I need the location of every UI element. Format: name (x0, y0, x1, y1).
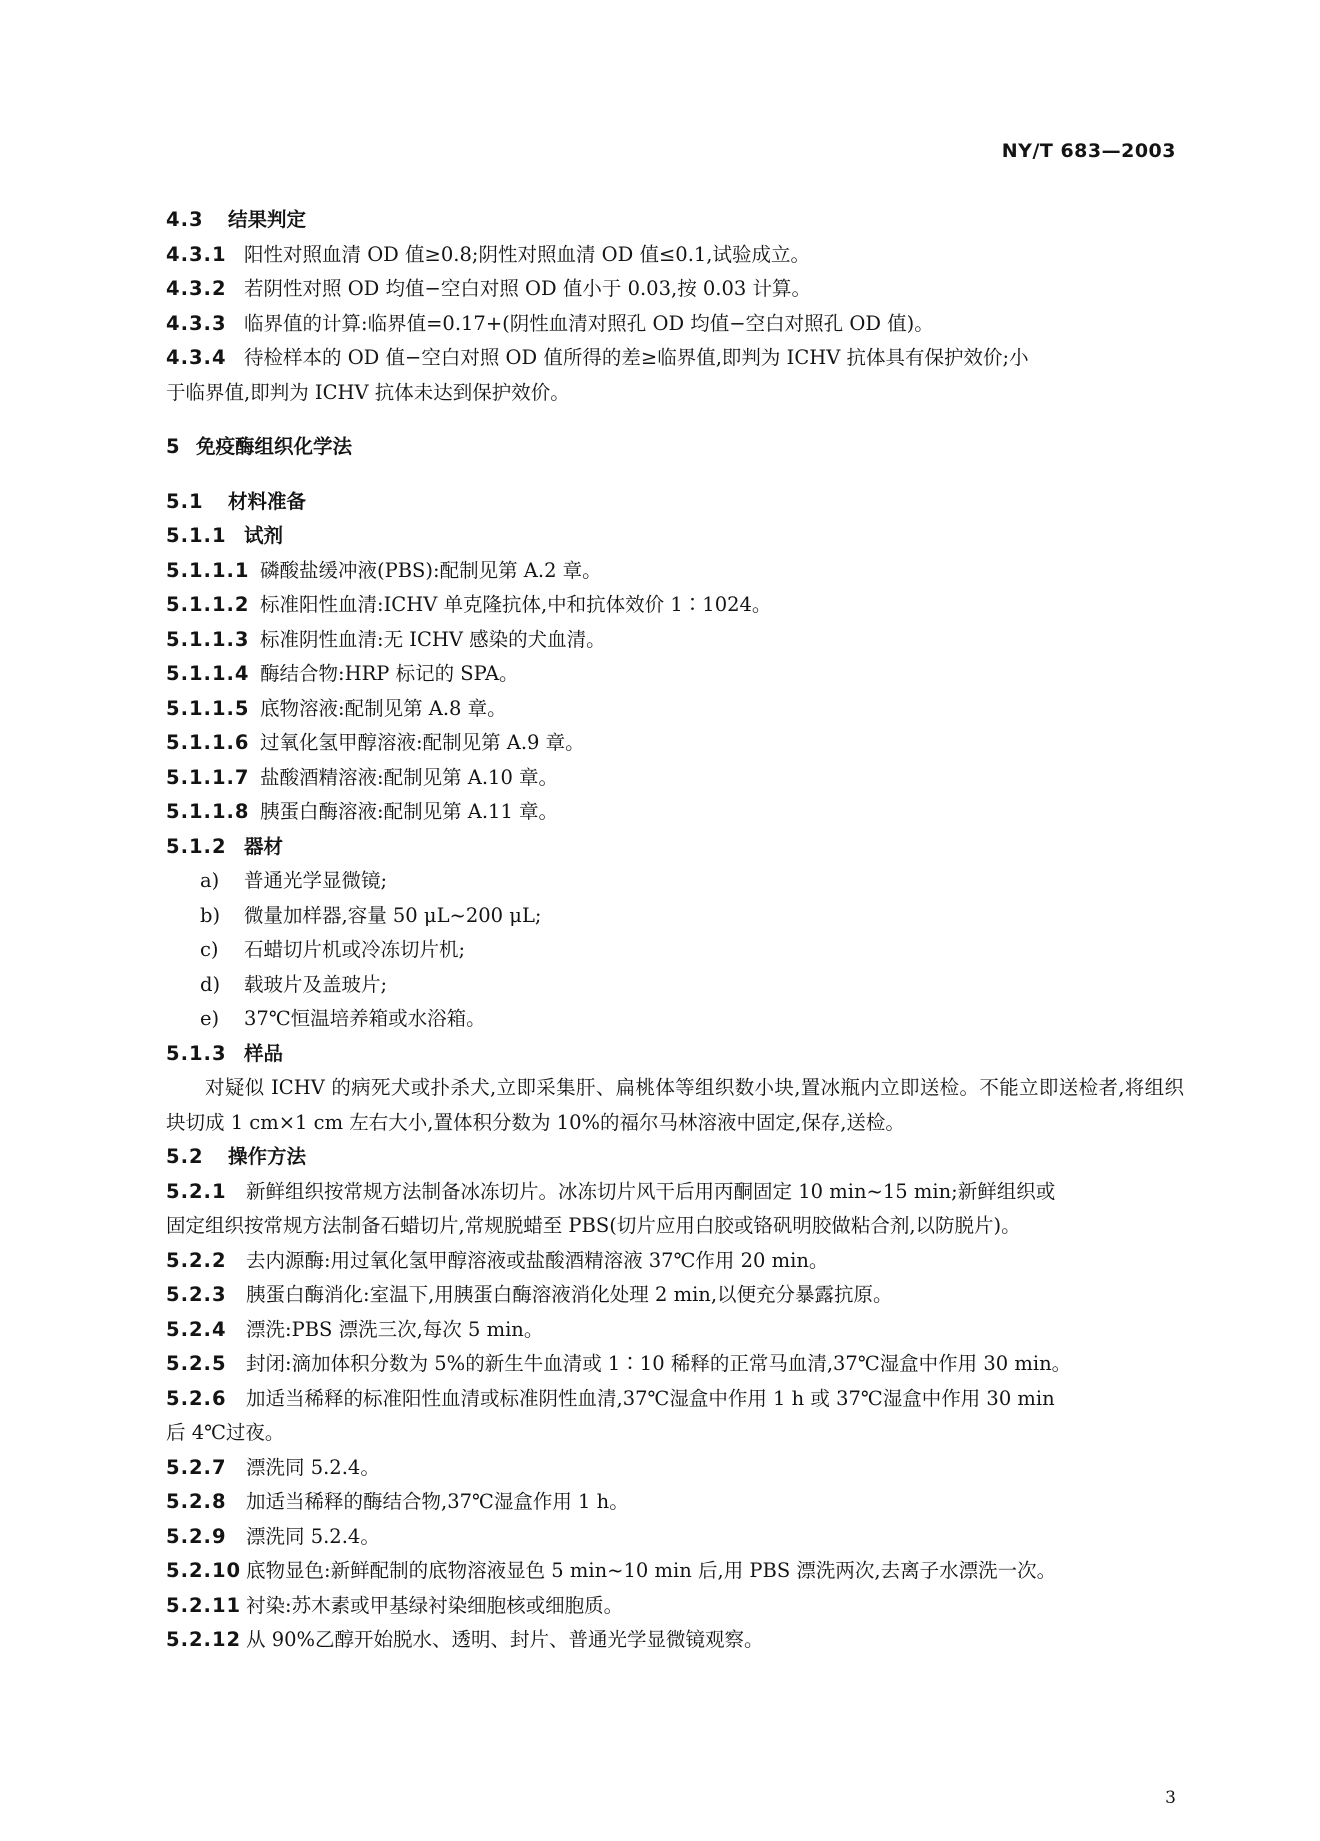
chapter-heading-5 (166, 430, 1184, 465)
clause-text: 阳性对照血清 OD 值≥0.8;阴性对照血清 OD 值≤0.1,试验成立。 (244, 242, 811, 266)
clause-text: 过氧化氢甲醇溶液:配制见第 A.9 章。 (260, 731, 585, 754)
clause-number: 5.1.1.1 (166, 558, 250, 582)
clause-number: 5.2.6 (166, 1386, 227, 1410)
clause-text: 磷酸盐缓冲液(PBS):配制见第 A.2 章。 (260, 558, 602, 582)
list-item-text: 37℃恒温培养箱或水浴箱。 (244, 1007, 486, 1030)
clause-text-continued: 后 4℃过夜。 (166, 1421, 285, 1444)
clause-5-1-1-8 (166, 795, 1184, 830)
section-number: 5.2 (166, 1145, 204, 1168)
clause-number: 5.2.4 (166, 1317, 227, 1341)
clause-text: 胰蛋白酶溶液:配制见第 A.11 章。 (260, 800, 559, 823)
clause-number: 4.3.2 (166, 277, 227, 300)
clause-text: 新鲜组织按常规方法制备冰冻切片。冰冻切片风干后用丙酮固定 10 min~15 min;新鲜组织或 (246, 1179, 1056, 1203)
clause-number: 4.3.3 (166, 311, 227, 335)
section-heading-5-2 (166, 1140, 1184, 1175)
list-marker: c) (200, 938, 219, 961)
clause-text: 标准阴性血清:无 ICHV 感染的犬血清。 (260, 627, 606, 651)
clause-5-1-1-5 (166, 692, 1184, 727)
clause-5-2-4 (166, 1313, 1184, 1348)
chapter-number: 5 (166, 435, 181, 458)
subsection-number: 5.1.1 (166, 524, 227, 547)
list-item-text: 普通光学显微镜; (244, 869, 388, 892)
list-item-d (166, 968, 1184, 1003)
sample-paragraph: 对疑似 ICHV 的病死犬或扑杀犬,立即采集肝、扁桃体等组织数小块,置冰瓶内立即送检。不能立即送检者,将组织块切成 1 cm×1 cm 左右大小,置体积分数为 10%的福尔马林溶液中固定,保存,送检。 (166, 1076, 1184, 1134)
list-item-text: 石蜡切片机或冷冻切片机; (244, 938, 466, 961)
clause-text: 标准阳性血清:ICHV 单克隆抗体,中和抗体效价 1∶1024。 (260, 593, 772, 616)
subsection-title: 试剂 (244, 524, 284, 547)
clause-5-2-3 (166, 1278, 1184, 1313)
clause-text: 待检样本的 OD 值−空白对照 OD 值所得的差≥临界值,即判为 ICHV 抗体具有保护效价;小 (244, 346, 1029, 369)
clause-text: 酶结合物:HRP 标记的 SPA。 (260, 662, 519, 685)
document-body (166, 203, 1184, 1658)
clause-text-continued: 于临界值,即判为 ICHV 抗体未达到保护效价。 (166, 380, 570, 404)
clause-number: 4.3.1 (166, 242, 227, 266)
clause-4-3-4-continued (166, 376, 1184, 411)
clause-number: 5.2.2 (166, 1248, 227, 1272)
clause-number: 5.2.8 (166, 1490, 227, 1513)
clause-5-2-1-continued (166, 1209, 1184, 1244)
clause-text: 胰蛋白酶消化:室温下,用胰蛋白酶溶液消化处理 2 min,以便充分暴露抗原。 (246, 1283, 893, 1306)
clause-text: 底物显色:新鲜配制的底物溶液显色 5 min~10 min 后,用 PBS 漂洗两次,去离子水漂洗一次。 (246, 1559, 1057, 1582)
clause-5-2-6 (166, 1382, 1184, 1417)
clause-number: 5.2.10 (166, 1559, 242, 1582)
clause-number: 4.3.4 (166, 346, 227, 369)
list-item-text: 微量加样器,容量 50 μL~200 μL; (244, 903, 542, 927)
clause-5-2-11 (166, 1589, 1184, 1624)
clause-number: 5.2.12 (166, 1628, 242, 1651)
clause-text: 盐酸酒精溶液:配制见第 A.10 章。 (260, 765, 559, 789)
clause-5-2-2 (166, 1244, 1184, 1279)
section-title: 操作方法 (228, 1145, 307, 1168)
clause-text: 从 90%乙醇开始脱水、透明、封片、普通光学显微镜观察。 (246, 1628, 764, 1651)
clause-text: 衬染:苏木素或甲基绿衬染细胞核或细胞质。 (246, 1593, 624, 1617)
section-heading-5-1 (166, 485, 1184, 520)
clause-5-1-1-4 (166, 657, 1184, 692)
clause-5-2-1 (166, 1175, 1184, 1210)
list-marker: d) (200, 972, 221, 996)
clause-5-2-12 (166, 1623, 1184, 1658)
clause-number: 5.2.9 (166, 1524, 227, 1548)
clause-number: 5.1.1.7 (166, 765, 250, 789)
list-item-c (166, 933, 1184, 968)
clause-5-2-8 (166, 1485, 1184, 1520)
clause-number: 5.2.7 (166, 1455, 227, 1479)
clause-text: 加适当稀释的酶结合物,37℃湿盒作用 1 h。 (246, 1490, 629, 1513)
clause-number: 5.1.1.2 (166, 593, 250, 616)
list-marker: e) (200, 1007, 220, 1030)
subsection-heading-5-1-2 (166, 830, 1184, 865)
clause-number: 5.1.1.8 (166, 800, 250, 823)
clause-5-2-6-continued (166, 1416, 1184, 1451)
clause-text: 若阴性对照 OD 均值−空白对照 OD 值小于 0.03,按 0.03 计算。 (244, 277, 812, 300)
clause-5-1-1-7 (166, 761, 1184, 796)
standard-code: NY/T 683—2003 (1001, 140, 1176, 162)
clause-4-3-3 (166, 307, 1184, 342)
subsection-heading-5-1-3 (166, 1037, 1184, 1072)
list-item-a (166, 864, 1184, 899)
clause-text: 漂洗同 5.2.4。 (246, 1524, 380, 1548)
clause-number: 5.2.1 (166, 1179, 227, 1203)
page-number: 3 (1165, 1788, 1176, 1808)
clause-4-3-2 (166, 272, 1184, 307)
clause-number: 5.2.11 (166, 1593, 242, 1617)
clause-text: 去内源酶:用过氧化氢甲醇溶液或盐酸酒精溶液 37℃作用 20 min。 (246, 1248, 829, 1272)
clause-number: 5.2.3 (166, 1283, 227, 1306)
clause-5-1-1-2 (166, 588, 1184, 623)
clause-5-2-9 (166, 1520, 1184, 1555)
subsection-number: 5.1.3 (166, 1041, 227, 1065)
clause-4-3-1 (166, 238, 1184, 273)
section-heading-4-3 (166, 203, 1184, 238)
clause-text: 临界值的计算:临界值=0.17+(阴性血清对照孔 OD 均值−空白对照孔 OD 值)。 (244, 311, 934, 335)
clause-number: 5.2.5 (166, 1352, 227, 1375)
list-item-text: 载玻片及盖玻片; (244, 972, 388, 996)
subsection-number: 5.1.2 (166, 834, 227, 858)
list-marker: b) (200, 903, 221, 927)
clause-5-1-1-3 (166, 623, 1184, 658)
clause-text-continued: 固定组织按常规方法制备石蜡切片,常规脱蜡至 PBS(切片应用白胶或铬矾明胶做粘合剂,以防脱片)。 (166, 1214, 1021, 1237)
subsection-title: 器材 (244, 834, 284, 858)
clause-text: 漂洗:PBS 漂洗三次,每次 5 min。 (246, 1317, 544, 1341)
clause-5-2-10 (166, 1554, 1184, 1589)
clause-text: 底物溶液:配制见第 A.8 章。 (260, 696, 507, 720)
section-number: 5.1 (166, 489, 204, 513)
clause-5-2-5 (166, 1347, 1184, 1382)
list-item-b (166, 899, 1184, 934)
list-marker: a) (200, 869, 220, 892)
clause-text: 封闭:滴加体积分数为 5%的新生牛血清或 1∶10 稀释的正常马血清,37℃湿盒中作用 30 min。 (246, 1352, 1072, 1375)
clause-number: 5.1.1.6 (166, 731, 250, 754)
clause-number: 5.1.1.3 (166, 627, 250, 651)
subsection-heading-5-1-1 (166, 519, 1184, 554)
subsection-title: 样品 (244, 1041, 284, 1065)
clause-4-3-4 (166, 341, 1184, 376)
clause-text: 漂洗同 5.2.4。 (246, 1455, 380, 1479)
section-title: 材料准备 (228, 489, 307, 513)
clause-5-1-1-6 (166, 726, 1184, 761)
list-item-e (166, 1002, 1184, 1037)
clause-text: 加适当稀释的标准阳性血清或标准阴性血清,37℃湿盒中作用 1 h 或 37℃湿盒中作用 30 min (246, 1386, 1055, 1410)
clause-5-2-7 (166, 1451, 1184, 1486)
clause-5-1-1-1 (166, 554, 1184, 589)
clause-number: 5.1.1.5 (166, 696, 250, 720)
section-number: 4.3 (166, 208, 204, 231)
section-title: 结果判定 (228, 208, 307, 231)
clause-number: 5.1.1.4 (166, 662, 250, 685)
chapter-title: 免疫酶组织化学法 (196, 435, 353, 458)
